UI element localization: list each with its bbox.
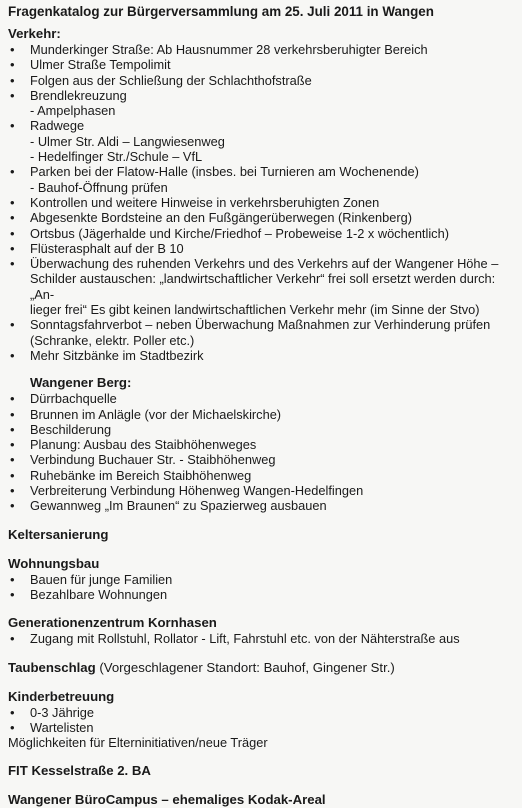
section-heading-wohnungsbau: Wohnungsbau [8,555,100,571]
list-item: • Folgen aus der Schließung der Schlachthofstraße [8,73,514,88]
list-item: • Ulmer Straße Tempolimit [8,57,514,72]
taubenschlag-title: Taubenschlag [8,659,96,675]
list-item: • Flüsterasphalt auf der B 10 [8,241,514,256]
list-item: • Beschilderung [8,422,514,437]
list-item: • Bauen für junge Familien [8,572,514,587]
list-item: • Wartelisten [8,720,514,735]
taubenschlag-note: (Vorgeschlagener Standort: Bauhof, Gingener Str.) [95,659,395,675]
sub-item: (Schranke, elektr. Poller etc.) [30,332,195,348]
sub-item: - Hedelfinger Str./Schule – VfL [30,149,203,165]
list-item: • Abgesenkte Bordsteine an den Fußgängerüberwegen (Rinkenberg) [8,210,514,225]
list-item: • Planung: Ausbau des Staibhöhenweges [8,437,514,452]
list-item: • Mehr Sitzbänke im Stadtbezirk [8,348,514,363]
list-item: • Kontrollen und weitere Hinweise in verkehrsberuhigten Zonen [8,195,514,210]
list-item: • Munderkinger Straße: Ab Hausnummer 28 verkehrsberuhigter Bereich [8,42,514,57]
list-item: • Zugang mit Rollstuhl, Rollator - Lift, Fahrstuhl etc. von der Nähterstraße aus [8,631,514,646]
list-item: • 0-3 Jährige [8,705,514,720]
kinderbetreuung-list [8,705,514,736]
section-heading-fit: FIT Kesselstraße 2. BA [8,763,151,779]
list-item: • Gewannweg „Im Braunen“ zu Spazierweg ausbauen [8,498,514,513]
kinderbetreuung-note: Möglichkeiten für Elterninitiativen/neue Träger [8,735,268,751]
section-heading-keltersanierung: Keltersanierung [8,526,109,542]
list-item: • Verbreiterung Verbindung Höhenweg Wangen-Hedelfingen [8,483,514,498]
list-item: • Dürrbachquelle [8,391,514,406]
section-heading-burocampus: Wangener BüroCampus – ehemaliges Kodak-Areal [8,792,326,808]
sub-item: - Ampelphasen [30,103,116,119]
list-item: • Brendlekreuzung [8,88,514,103]
generationenzentrum-list [8,631,514,646]
list-item: • Ortsbus (Jägerhalde und Kirche/Friedhof – Probeweise 1-2 x wöchentlich) [8,226,514,241]
sub-item: Schilder austauschen: „landwirtschaftlicher Verkehr“ frei soll ersetzt werden durch: „An- [30,271,496,302]
list-item: • Parken bei der Flatow-Halle (insbes. bei Turnieren am Wochenende) [8,164,514,179]
list-item: • Verbindung Buchauer Str. - Staibhöhenweg [8,452,514,467]
section-heading-verkehr: Verkehr: [8,26,61,41]
wohnungsbau-list [8,572,514,603]
sub-item: - Ulmer Str. Aldi – Langwiesenweg [30,133,225,149]
verkehr-list [8,42,514,363]
sub-item: lieger frei“ Es gibt keinen landwirtschaftlichen Verkehr mehr (im Sinne der Stvo) [30,302,480,318]
list-item: • Sonntagsfahrverbot – neben Überwachung Maßnahmen zur Verhinderung prüfen [8,317,514,332]
page-title: Fragenkatalog zur Bürgerversammlung am 25. Juli 2011 in Wangen [8,4,434,19]
section-heading-kinderbetreuung: Kinderbetreuung [8,688,115,704]
wangener-berg-list [8,391,514,513]
sub-item: - Bauhof-Öffnung prüfen [30,179,168,195]
list-item: • Brunnen im Anlägle (vor der Michaelskirche) [8,407,514,422]
section-heading-taubenschlag [8,659,514,676]
list-item: • Überwachung des ruhenden Verkehrs und des Verkehrs auf der Wangener Höhe – [8,256,514,271]
section-heading-generationenzentrum: Generationenzentrum Kornhasen [8,615,217,631]
list-item: • Ruhebänke im Bereich Staibhöhenweg [8,468,514,483]
list-item: • Radwege [8,118,514,133]
section-heading-wangener-berg: Wangener Berg: [30,375,132,391]
list-item: • Bezahlbare Wohnungen [8,587,514,602]
